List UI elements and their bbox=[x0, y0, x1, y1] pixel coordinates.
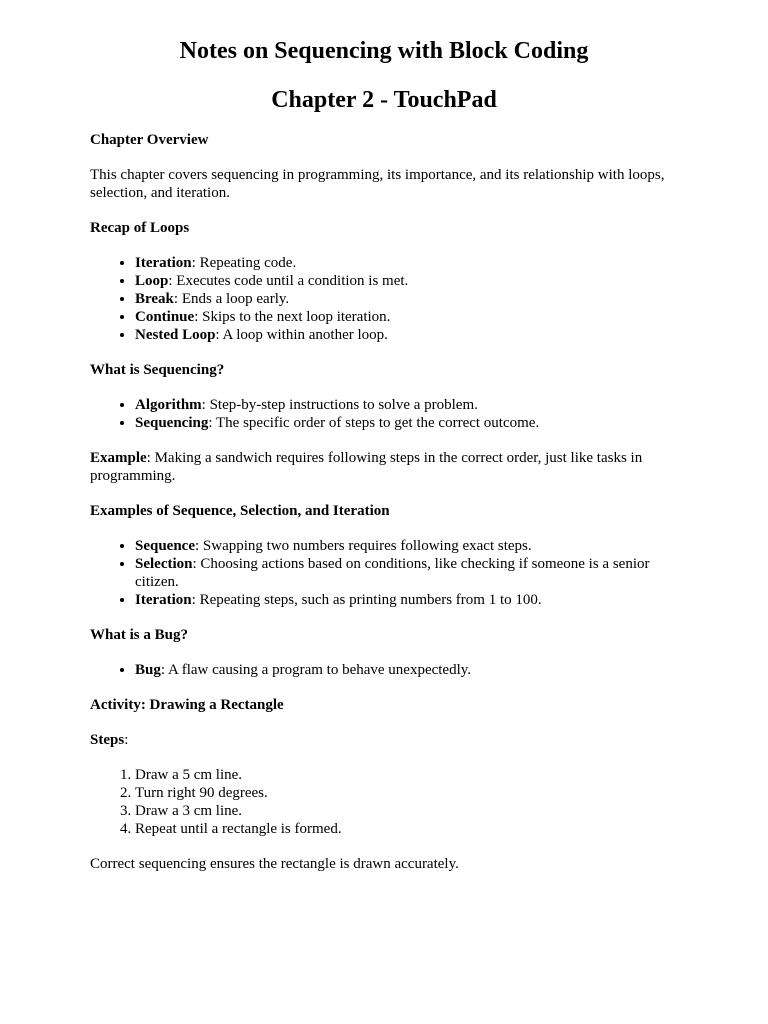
section-heading-bug: What is a Bug? bbox=[90, 627, 188, 643]
list-item: 4. Repeat until a rectangle is formed. bbox=[135, 820, 680, 838]
list-item-term: Loop bbox=[135, 273, 169, 289]
list-item bbox=[135, 591, 680, 609]
example-paragraph bbox=[90, 449, 680, 485]
list-item-description: : Ends a loop early. bbox=[173, 291, 290, 307]
list-item: 1. Draw a 5 cm line. bbox=[135, 766, 680, 784]
bug-list bbox=[90, 661, 680, 679]
list-item-description: : Repeating code. bbox=[191, 255, 297, 271]
list-item bbox=[135, 326, 680, 344]
list-item bbox=[135, 272, 680, 290]
list-item-term: Selection bbox=[135, 556, 193, 572]
list-item-term: Algorithm bbox=[135, 397, 202, 413]
list-item-description: : Repeating steps, such as printing numbers from 1 to 100. bbox=[191, 592, 542, 608]
steps-label-colon: : bbox=[124, 732, 129, 748]
list-item bbox=[135, 254, 680, 272]
list-item bbox=[135, 555, 680, 591]
section-heading-loops: Recap of Loops bbox=[90, 220, 190, 236]
list-item bbox=[135, 396, 680, 414]
list-item bbox=[135, 414, 680, 432]
list-item-description: : Skips to the next loop iteration. bbox=[194, 309, 391, 325]
example-term: Example bbox=[90, 450, 147, 466]
list-item: 3. Draw a 3 cm line. bbox=[135, 802, 680, 820]
document-subtitle: Chapter 2 - TouchPad bbox=[271, 87, 497, 113]
section-heading-overview: Chapter Overview bbox=[90, 132, 209, 148]
section-heading-examples: Examples of Sequence, Selection, and Iteration bbox=[90, 503, 390, 519]
list-item-description: : A loop within another loop. bbox=[215, 327, 388, 343]
document-title: Notes on Sequencing with Block Coding bbox=[179, 38, 589, 64]
list-item: 2. Turn right 90 degrees. bbox=[135, 784, 680, 802]
list-item-description: : The specific order of steps to get the correct outcome. bbox=[208, 415, 540, 431]
section-heading-sequencing: What is Sequencing? bbox=[90, 362, 225, 378]
sequencing-list bbox=[90, 396, 680, 432]
list-item-term: Break bbox=[135, 291, 174, 307]
steps-label: Steps bbox=[90, 732, 125, 748]
list-item-description: : Choosing actions based on conditions, like checking if someone is a senior citizen. bbox=[135, 556, 650, 590]
document-body bbox=[90, 131, 680, 890]
list-item-term: Bug bbox=[135, 662, 161, 678]
overview-paragraph: This chapter covers sequencing in programming, its importance, and its relationship with loops, selection, and iteration. bbox=[90, 167, 665, 201]
steps-label-paragraph bbox=[90, 731, 680, 749]
list-item-term: Iteration bbox=[135, 255, 192, 271]
list-item-description: : Step-by-step instructions to solve a problem. bbox=[201, 397, 478, 413]
list-item bbox=[135, 537, 680, 555]
list-item-description: : A flaw causing a program to behave unexpectedly. bbox=[160, 662, 472, 678]
list-item bbox=[135, 661, 680, 679]
list-item-term: Continue bbox=[135, 309, 195, 325]
steps-list bbox=[90, 766, 680, 838]
list-item-description: : Executes code until a condition is met. bbox=[168, 273, 409, 289]
list-item-term: Iteration bbox=[135, 592, 192, 608]
list-item bbox=[135, 290, 680, 308]
conclusion-paragraph: Correct sequencing ensures the rectangle is drawn accurately. bbox=[90, 856, 459, 872]
section-heading-activity: Activity: Drawing a Rectangle bbox=[90, 697, 284, 713]
list-item-term: Nested Loop bbox=[135, 327, 216, 343]
loops-list bbox=[90, 254, 680, 344]
example-text: : Making a sandwich requires following steps in the correct order, just like tasks in programming. bbox=[90, 450, 643, 484]
list-item-term: Sequence bbox=[135, 538, 195, 554]
examples-list bbox=[90, 537, 680, 609]
list-item-description: : Swapping two numbers requires following exact steps. bbox=[195, 538, 532, 554]
list-item bbox=[135, 308, 680, 326]
list-item-term: Sequencing bbox=[135, 415, 209, 431]
